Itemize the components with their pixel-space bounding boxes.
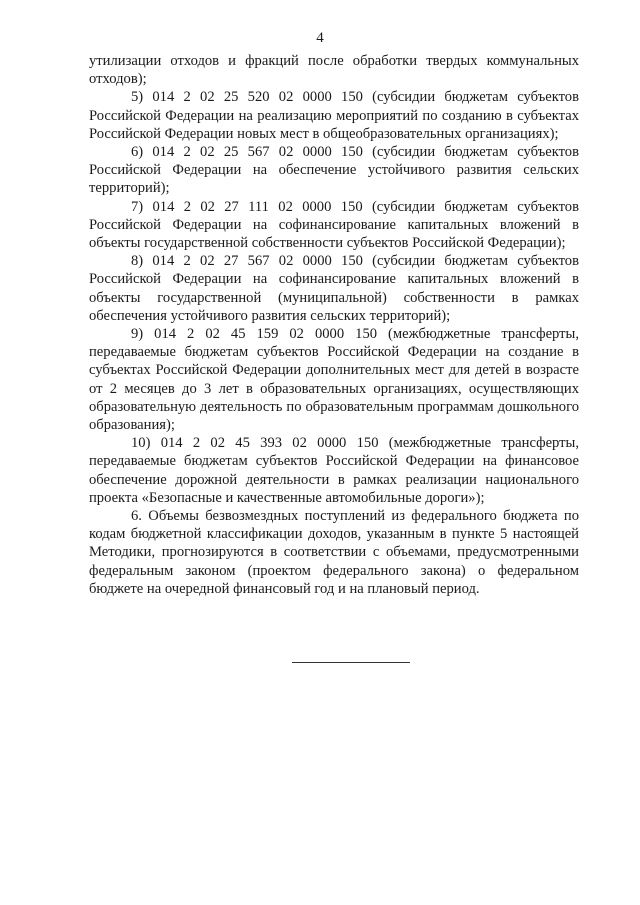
document-body [89, 52, 579, 598]
list-item-10: 10) 014 2 02 45 393 02 0000 150 (межбюджетные трансферты, передаваемые бюджетам субъектов Российской Федерации на финансовое обеспечение дорожной деятельности в рамках реализации национального проекта «Безопасные и качественные автомобильные дороги»); [89, 435, 579, 506]
list-item-6: 6) 014 2 02 25 567 02 0000 150 (субсидии бюджетам субъектов Российской Федерации на обеспечение устойчивого развития сельских территорий); [89, 144, 579, 197]
list-item-8: 8) 014 2 02 27 567 02 0000 150 (субсидии бюджетам субъектов Российской Федерации на софинансирование капитальных вложений в объекты государственной (муниципальной) собственности в рамках обеспечения устойчивого развития сельских территорий); [89, 253, 579, 324]
list-item-9: 9) 014 2 02 45 159 02 0000 150 (межбюджетные трансферты, передаваемые бюджетам субъектов Российской Федерации на создание в субъектах Российской Федерации дополнительных мест для детей в возрасте от 2 месяцев до 3 лет в образовательных организациях, осуществляющих образовательную деятельность по образовательным программам дошкольного образования); [89, 326, 579, 434]
list-item-5: 5) 014 2 02 25 520 02 0000 150 (субсидии бюджетам субъектов Российской Федерации на реализацию мероприятий по созданию в субъектах Российской Федерации новых мест в общеобразовательных организациях); [89, 89, 579, 142]
list-item-7: 7) 014 2 02 27 111 02 0000 150 (субсидии бюджетам субъектов Российской Федерации на софинансирование капитальных вложений в объекты государственной собственности субъектов Российской Федерации); [89, 198, 579, 252]
page-number: 4 [316, 30, 324, 46]
end-separator-line [292, 662, 410, 663]
paragraph-continuation: утилизации отходов и фракций после обработки твердых коммунальных отходов); [89, 53, 579, 88]
clause-6: 6. Объемы безвозмездных поступлений из федерального бюджета по кодам бюджетной классификации доходов, указанным в пункте 5 настоящей Методики, прогнозируются в соответствии с объемами, предусмотренными федеральным законом (проектом федерального закона) о федеральном бюджете на очередной финансовый год и на плановый период. [89, 508, 579, 597]
